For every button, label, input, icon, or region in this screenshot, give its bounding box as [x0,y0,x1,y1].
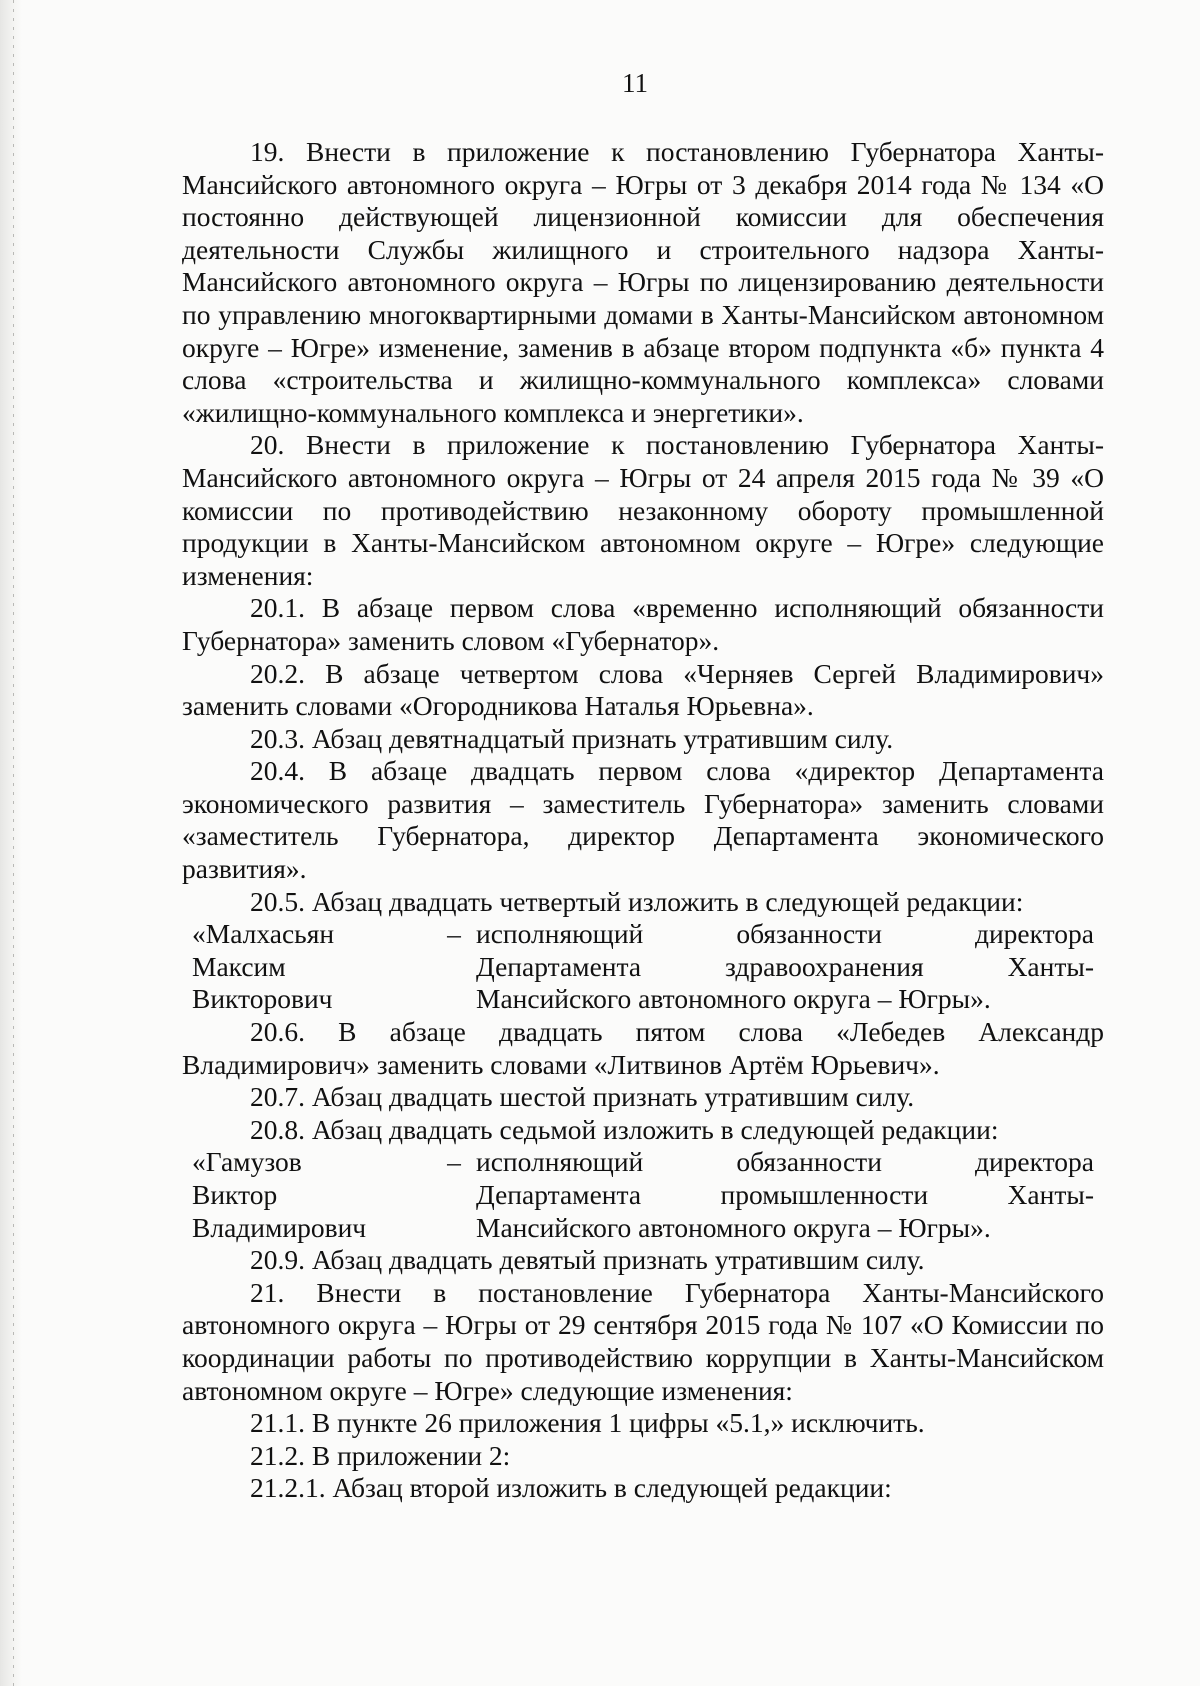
paragraph-21-2: 21.2. В приложении 2: [250,1439,511,1471]
paragraph-20-7: 20.7. Абзац двадцать шестой признать утратившим силу. [250,1081,915,1113]
personnel-entry-malkhasyan [192,918,1094,1016]
paragraph-20-6: 20.6. В абзаце двадцать пятом слова «Лебедев Александр Владимирович» заменить словами «Литвинов Артём Юрьевич». [182,1016,1104,1080]
entry-dash: – [447,1146,461,1178]
paragraph-21-1: 21.1. В пункте 26 приложения 1 цифры «5.1,» исключить. [250,1407,925,1439]
entry-position-first-line: исполняющий обязанности директора [476,918,1094,950]
scan-edge [0,0,22,1686]
entry-position [476,918,1094,1016]
entry-position-first-line: исполняющий обязанности директора [476,1146,1094,1178]
entry-position [476,1146,1094,1244]
paragraph-20-2: 20.2. В абзаце четвертом слова «Черняев Сергей Владимирович» заменить словами «Огородникова Наталья Юрьевна». [182,657,1104,722]
page-number: 11 [622,68,648,98]
paragraph-20-5: 20.5. Абзац двадцать четвертый изложить в следующей редакции: [250,885,1024,917]
paragraph-20-4: 20.4. В абзаце двадцать первом слова «директор Департамента экономического развития – заместитель Губернатора» заменить словами «заместитель Губернатора, директор Департамента экономического развития». [182,755,1104,885]
personnel-entry-gamuzov [192,1146,1094,1244]
paragraph-21-2-1: 21.2.1. Абзац второй изложить в следующей редакции: [250,1472,892,1504]
entry-person-name: «Гамузов Виктор Владимирович [192,1146,367,1243]
paragraph-21: 21. Внести в постановление Губернатора Ханты-Мансийского автономного округа – Югры от 29 сентября 2015 года № 107 «О Комиссии по координации работы по противодействию коррупции в Ханты-Мансийском автономном округе – Югре» следующие изменения: [182,1276,1104,1406]
paragraph-20: 20. Внести в приложение к постановлению Губернатора Ханты-Мансийского автономного округа – Югры от 24 апреля 2015 года № 39 «О комиссии по противодействию незаконному обороту промышленной продукции в Ханты-Мансийском автономном округе – Югре» следующие изменения: [182,429,1104,591]
paragraph-20-3: 20.3. Абзац девятнадцатый признать утратившим силу. [250,722,894,754]
paragraph-19: 19. Внести в приложение к постановлению Губернатора Ханты-Мансийского автономного округа – Югры от 3 декабря 2014 года № 134 «О постоянно действующей лицензионной комиссии для обеспечения деятельности Службы жилищного и строительного надзора Ханты-Мансийского автономного округа – Югры по лицензированию деятельности по управлению многоквартирными домами в Ханты-Мансийском автономном округе – Югре» изменение, заменив в абзаце втором подпункта «б» пункта 4 слова «строительства и жилищно-коммунального комплекса» словами «жилищно-коммунального комплекса и энергетики». [182,136,1104,428]
paragraph-20-8: 20.8. Абзац двадцать седьмой изложить в следующей редакции: [250,1113,999,1145]
entry-position-rest: Департамента здравоохранения Ханты-Мансийского автономного округа – Югры». [476,950,1094,1015]
document-body [182,136,1104,1505]
entry-position-rest: Департамента промышленности Ханты-Мансийского автономного округа – Югры». [476,1179,1094,1243]
entry-dash: – [447,918,461,950]
paragraph-20-1: 20.1. В абзаце первом слова «временно исполняющий обязанности Губернатора» заменить словом «Губернатор». [182,592,1104,656]
entry-person-name: «Малхасьян Максим Викторович [192,918,335,1015]
paragraph-20-9: 20.9. Абзац двадцать девятый признать утратившим силу. [250,1244,925,1276]
